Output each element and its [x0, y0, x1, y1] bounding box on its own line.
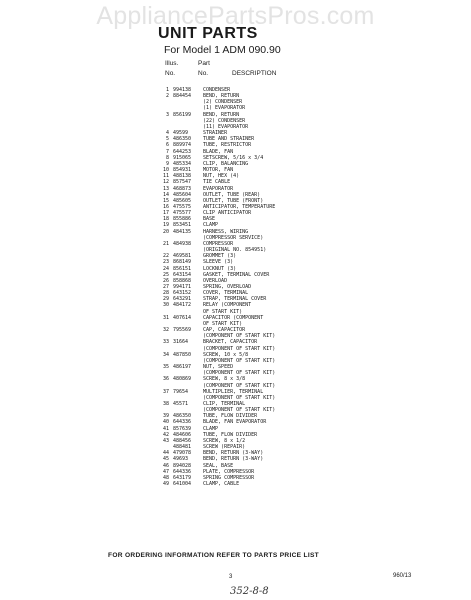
part-description: STRAP, TERMINAL COVER — [203, 296, 267, 303]
part-description: SCREW, 8 x 3/8 — [203, 376, 246, 383]
illus-number: 29 — [162, 296, 169, 303]
part-number: 868149 — [173, 259, 192, 266]
part-number: 469581 — [173, 253, 192, 260]
illus-number: 22 — [162, 253, 169, 260]
part-description: BEND, RETURN — [203, 111, 240, 118]
illus-number: 18 — [162, 216, 169, 223]
part-description: SEAL, BASE — [203, 462, 234, 469]
part-description: BLADE, FAN — [203, 148, 234, 155]
part-number: 468873 — [173, 185, 192, 192]
ordering-note: FOR ORDERING INFORMATION REFER TO PARTS PRICE LIST — [108, 552, 319, 559]
part-description: OUTLET, TUBE (FRONT) — [203, 197, 264, 204]
part-description: (COMPRESSOR SERVICE) — [203, 234, 264, 241]
part-number: 407614 — [173, 314, 192, 321]
part-description: GROMMET (3) — [203, 253, 237, 260]
model-line: For Model 1 ADM 090.90 — [164, 44, 281, 56]
illus-number: 37 — [162, 388, 169, 395]
page-number: 3 — [229, 574, 233, 580]
illus-number: 20 — [162, 228, 169, 235]
part-number: 854931 — [173, 167, 192, 174]
illus-number: 17 — [162, 210, 169, 217]
illus-number: 28 — [162, 290, 169, 297]
part-description: SCREW (REPAIR) — [203, 444, 246, 451]
illus-number: 9 — [165, 160, 169, 167]
part-number: 475575 — [173, 203, 192, 210]
part-description: CLIP, BALANCING — [203, 160, 249, 167]
part-number: 644336 — [173, 468, 192, 475]
illus-number: 6 — [165, 142, 169, 149]
part-description: TUBE, FLOW DIVIDER — [203, 431, 258, 438]
part-number: 894028 — [173, 462, 192, 469]
part-description: TUBE, FLOW DIVIDER — [203, 413, 258, 420]
part-number: 643152 — [173, 290, 192, 297]
part-description: COVER, TERMINAL — [203, 290, 249, 297]
part-number: 857547 — [173, 179, 192, 186]
illus-number: 21 — [162, 240, 169, 247]
part-number: 475577 — [173, 210, 192, 217]
part-number: 488456 — [173, 437, 192, 444]
part-description: (COMPONENT OF START KIT) — [203, 370, 276, 377]
part-description: OF START KIT) — [203, 308, 243, 315]
illus-number: 40 — [162, 419, 169, 426]
illus-number: 47 — [162, 468, 169, 475]
part-number: 853451 — [173, 222, 192, 229]
part-number: 644336 — [173, 419, 192, 426]
part-description: (ORIGINAL NO. 854951) — [203, 247, 267, 254]
part-description: CLAMP, CABLE — [203, 481, 240, 487]
part-number: 49599 — [173, 130, 189, 137]
part-description: (2) CONDENSER — [203, 99, 243, 106]
part-description: BRACKET, CAPACITOR — [203, 339, 258, 346]
header-description: DESCRIPTION — [232, 70, 277, 77]
header-no: No. — [165, 70, 176, 77]
part-description: MOTOR, FAN — [203, 167, 234, 174]
illus-number: 27 — [162, 284, 169, 290]
part-description: NUT, SPEED — [203, 364, 234, 371]
part-number: 485605 — [173, 197, 192, 204]
part-number: 486350 — [173, 413, 192, 420]
part-number: 484135 — [173, 228, 192, 235]
part-number: 485334 — [173, 160, 192, 167]
part-description: HARNESS, WIRING — [203, 228, 249, 235]
part-description: NUT, HEX (4) — [203, 173, 240, 180]
part-number: 643179 — [173, 474, 192, 481]
parts-list — [160, 87, 420, 487]
part-number: 994138 — [173, 87, 192, 93]
part-description: CLIP ANTICIPATOR — [203, 210, 252, 217]
part-number: 643291 — [173, 296, 192, 303]
part-number: 856199 — [173, 111, 192, 118]
part-number: 488138 — [173, 173, 192, 180]
part-description: ANTICIPATOR, TEMPERATURE — [203, 203, 276, 210]
part-description: (COMPONENT OF START KIT) — [203, 345, 276, 352]
part-description: (COMPONENT OF START KIT) — [203, 333, 276, 340]
part-description: (22) CONDENSER — [203, 117, 246, 124]
illus-number: 26 — [162, 277, 169, 284]
part-number: 485604 — [173, 191, 192, 198]
part-number: 484938 — [173, 240, 192, 247]
part-number: 484172 — [173, 302, 192, 309]
part-description: BEND, RETURN (3-WAY) — [203, 456, 264, 463]
part-description: BASE — [203, 216, 216, 223]
part-description: OUTLET, TUBE (REAR) — [203, 191, 261, 198]
part-description: SLEEVE (3) — [203, 259, 234, 266]
illus-number: 33 — [162, 339, 169, 346]
illus-number: 30 — [162, 302, 169, 309]
part-description: TUBE, RESTRICTOR — [203, 142, 252, 149]
parts-list-row — [160, 481, 420, 487]
illus-number: 49 — [162, 481, 169, 487]
illus-number: 5 — [165, 136, 169, 143]
illus-number: 39 — [162, 413, 169, 420]
part-description: SPRING, OVERLOAD — [203, 284, 252, 290]
header-no-part: No. — [198, 70, 209, 77]
part-number: 855886 — [173, 216, 192, 223]
illus-number: 31 — [162, 314, 169, 321]
part-description: (COMPONENT OF START KIT) — [203, 382, 276, 389]
part-number: 487850 — [173, 351, 192, 358]
part-number: 488481 — [173, 444, 192, 451]
header-part: Part — [198, 60, 210, 67]
illus-number: 41 — [162, 425, 169, 432]
part-number: 857639 — [173, 425, 192, 432]
part-description: CLAMP — [203, 222, 219, 229]
part-description: OF START KIT) — [203, 320, 243, 327]
illus-number: 1 — [165, 87, 169, 93]
illus-number: 24 — [162, 265, 169, 272]
part-description: SETSCREW, 5/16 x 3/4 — [203, 154, 264, 161]
illus-number: 11 — [162, 173, 169, 180]
part-description: GASKET, TERMINAL COVER — [203, 271, 270, 278]
part-description: RELAY (COMPONENT — [203, 302, 252, 309]
part-description: (COMPONENT OF START KIT) — [203, 394, 276, 401]
part-number: 79654 — [173, 388, 189, 395]
part-number: 644253 — [173, 148, 192, 155]
illus-number: 12 — [162, 179, 169, 186]
illus-number: 3 — [165, 111, 169, 118]
part-number: 856151 — [173, 265, 192, 272]
part-number: 49693 — [173, 456, 189, 463]
part-description: CLIP, TERMINAL — [203, 400, 246, 407]
document-code: 960/13 — [393, 573, 412, 579]
illus-number: 44 — [162, 450, 169, 457]
part-number: 479078 — [173, 450, 192, 457]
part-description: SCREW, 8 x 1/2 — [203, 437, 246, 444]
part-number: 994171 — [173, 284, 192, 290]
illus-number: 19 — [162, 222, 169, 229]
part-number: 486197 — [173, 364, 192, 371]
illus-number: 14 — [162, 191, 169, 198]
illus-number: 46 — [162, 462, 169, 469]
part-number: 641004 — [173, 481, 192, 487]
page-title: UNIT PARTS — [158, 25, 258, 42]
illus-number: 36 — [162, 376, 169, 383]
part-description: TUBE AND STRAINER — [203, 136, 255, 143]
part-description: SCREW, 10 x 5/8 — [203, 351, 249, 358]
part-description: CONDENSER — [203, 87, 231, 93]
handwritten-note: 352-8-8 — [230, 586, 269, 597]
illus-number: 10 — [162, 167, 169, 174]
part-number: 915065 — [173, 154, 192, 161]
part-number: 484606 — [173, 431, 192, 438]
part-number: 795569 — [173, 327, 192, 334]
header-illus: Illus. — [165, 60, 179, 67]
part-description: SPRING COMPRESSOR — [203, 474, 255, 481]
illus-number: 15 — [162, 197, 169, 204]
part-description: (COMPONENT OF START KIT) — [203, 357, 276, 364]
illus-number: 43 — [162, 437, 169, 444]
part-description: COMPRESSOR — [203, 240, 234, 247]
illus-number: 13 — [162, 185, 169, 192]
part-description: (1) EVAPORATOR — [203, 105, 246, 112]
part-number: 858868 — [173, 277, 192, 284]
part-description: CAP, CAPACITOR — [203, 327, 246, 334]
illus-number: 48 — [162, 474, 169, 481]
illus-number: 7 — [165, 148, 169, 155]
part-description: BLADE, FAN EVAPORATOR — [203, 419, 267, 426]
part-number: 884454 — [173, 93, 192, 100]
illus-number: 2 — [165, 93, 169, 100]
part-description: PLATE, COMPRESSOR — [203, 468, 255, 475]
part-number: 31664 — [173, 339, 189, 346]
part-description: TIE CABLE — [203, 179, 231, 186]
part-description: (COMPONENT OF START KIT) — [203, 407, 276, 414]
part-description: CLAMP — [203, 425, 219, 432]
illus-number: 8 — [165, 154, 169, 161]
part-number: 480869 — [173, 376, 192, 383]
illus-number: 38 — [162, 400, 169, 407]
part-description: STRAINER — [203, 130, 228, 137]
part-description: CAPACITOR (COMPONENT — [203, 314, 264, 321]
illus-number: 34 — [162, 351, 169, 358]
part-number: 486350 — [173, 136, 192, 143]
part-description: MULTIPLIER, TERMINAL — [203, 388, 264, 395]
illus-number: 45 — [162, 456, 169, 463]
part-description: EVAPORATOR — [203, 185, 234, 192]
illus-number: 25 — [162, 271, 169, 278]
part-number: 45571 — [173, 400, 189, 407]
part-number: 889974 — [173, 142, 192, 149]
part-description: BEND, RETURN (3-WAY) — [203, 450, 264, 457]
part-description: (11) EVAPORATOR — [203, 123, 249, 130]
part-description: OVERLOAD — [203, 277, 228, 284]
illus-number: 23 — [162, 259, 169, 266]
illus-number: 16 — [162, 203, 169, 210]
watermark: AppliancePartsPros.com — [96, 2, 375, 30]
illus-number: 35 — [162, 364, 169, 371]
part-number: 643154 — [173, 271, 192, 278]
part-description: BEND, RETURN — [203, 93, 240, 100]
part-description: LOCKNUT (3) — [203, 265, 237, 272]
illus-number: 32 — [162, 327, 169, 334]
illus-number: 42 — [162, 431, 169, 438]
illus-number: 4 — [165, 130, 169, 137]
